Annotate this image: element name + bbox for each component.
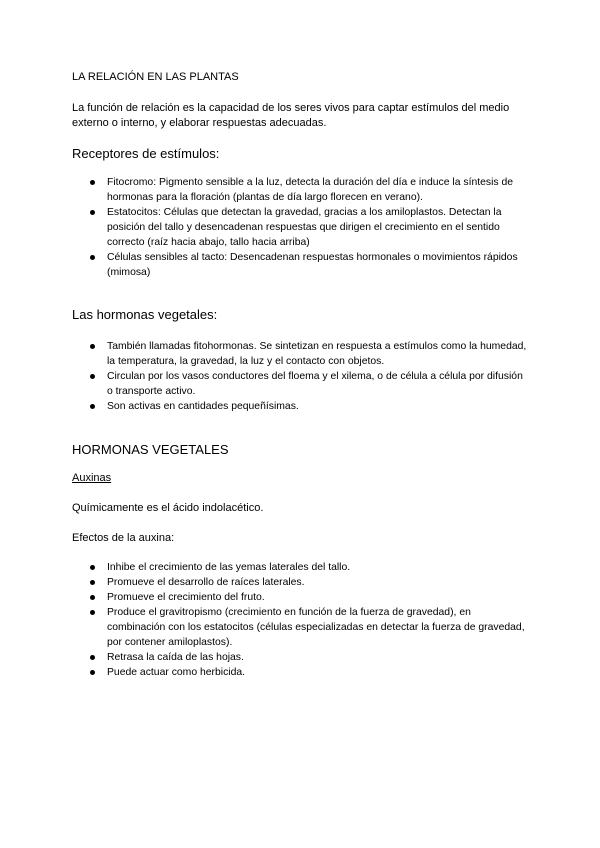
list-item: También llamadas fitohormonas. Se sintetizan en respuesta a estímulos como la humedad, la temperatura, la gravedad, la luz y el contacto con objetos. [72, 339, 528, 369]
list-item: Son activas en cantidades pequeñísimas. [72, 399, 528, 414]
list-item: Inhibe el crecimiento de las yemas laterales del tallo. [72, 560, 528, 575]
bullet-icon [90, 595, 95, 600]
bullet-icon [90, 404, 95, 409]
intro-paragraph: La función de relación es la capacidad de los seres vivos para captar estímulos del medio externo o interno, y elaborar respuestas adecuadas. [72, 102, 510, 129]
bullet-icon [90, 670, 95, 675]
list-item: Produce el gravitropismo (crecimiento en función de la fuerza de gravedad), en combinación con los estatocitos (células especializadas en detectar la fuerza de gravedad, por contener amiloplastos). [72, 605, 528, 650]
list-item: Fitocromo: Pigmento sensible a la luz, detecta la duración del día e induce la síntesis de hormonas para la floración (plantas de día largo florecen en verano). [72, 175, 528, 205]
receptores-heading: Receptores de estímulos: [72, 146, 220, 161]
list-item: Puede actuar como herbicida. [72, 665, 528, 680]
list-item: Circulan por los vasos conductores del floema y el xilema, o de célula a célula por difusión o transporte activo. [72, 369, 528, 399]
list-item: Promueve el desarrollo de raíces laterales. [72, 575, 528, 590]
section2-title: HORMONAS VEGETALES [72, 442, 229, 457]
auxina-effects-list [72, 560, 528, 680]
list-item: Células sensibles al tacto: Desencadenan respuestas hormonales o movimientos rápidos (mimosa) [72, 250, 528, 280]
bullet-icon [90, 255, 95, 260]
bullet-icon [90, 580, 95, 585]
hormonas-list [72, 339, 528, 414]
bullet-icon [90, 180, 95, 185]
auxinas-subtitle: Auxinas [72, 472, 112, 484]
bullet-icon [90, 610, 95, 615]
list-item: Estatocitos: Células que detectan la gravedad, gracias a los amiloplastos. Detectan la posición del tallo y desencadenan respuestas que dirigen el crecimiento en el sentido correcto (raíz hacia abajo, tallo hacia arriba) [72, 205, 528, 250]
effects-label: Efectos de la auxina: [72, 532, 175, 544]
bullet-icon [90, 210, 95, 215]
receptores-list [72, 175, 528, 280]
chem-paragraph: Químicamente es el ácido indolacético. [72, 502, 264, 514]
bullet-icon [90, 344, 95, 349]
bullet-icon [90, 655, 95, 660]
document-title: LA RELACIÓN EN LAS PLANTAS [72, 71, 239, 83]
hormonas-heading: Las hormonas vegetales: [72, 307, 218, 322]
list-item: Promueve el crecimiento del fruto. [72, 590, 528, 605]
list-item: Retrasa la caída de las hojas. [72, 650, 528, 665]
bullet-icon [90, 374, 95, 379]
bullet-icon [90, 565, 95, 570]
